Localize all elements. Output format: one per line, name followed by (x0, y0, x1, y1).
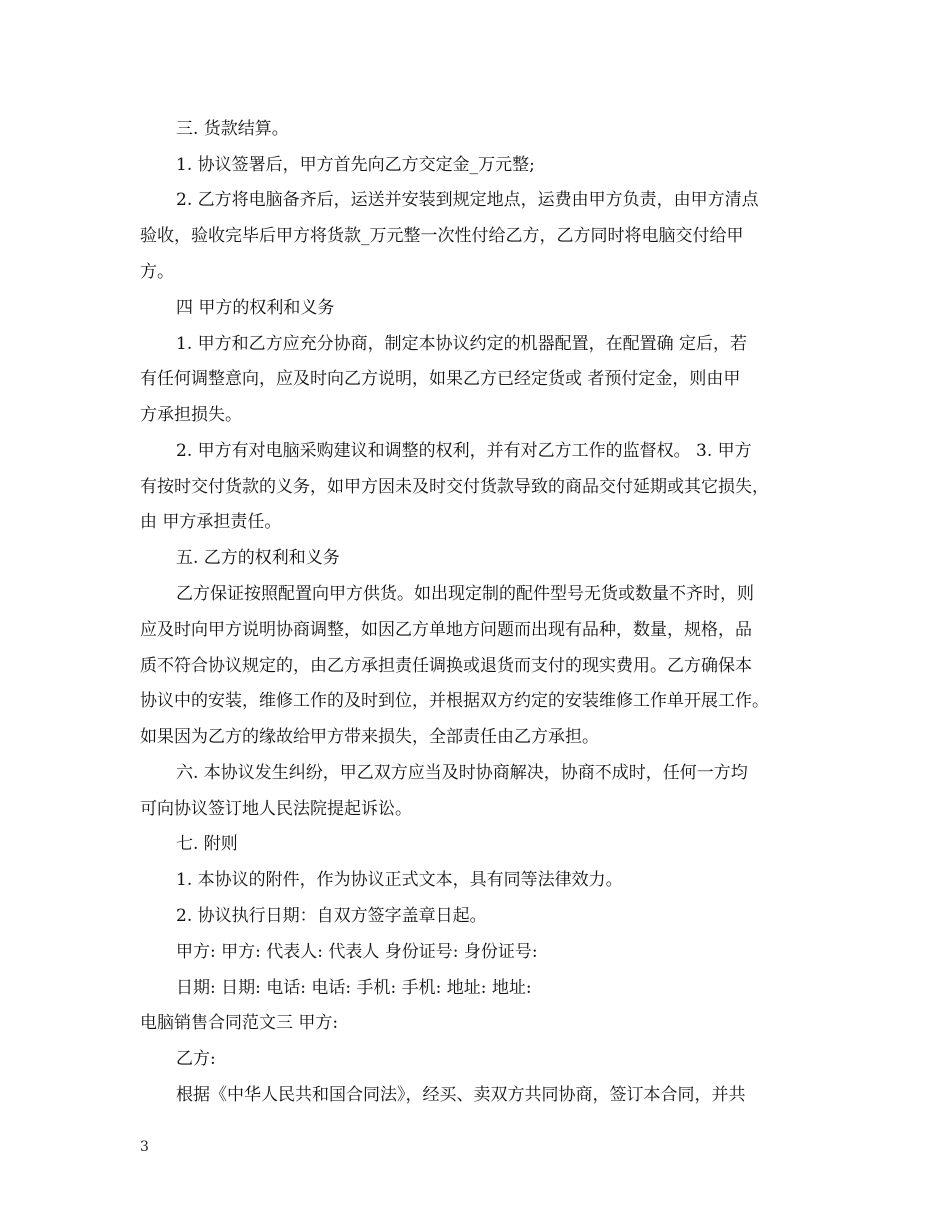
paragraph-line: 方。 (140, 262, 174, 282)
section-heading-party-b: 五. 乙方的权利和义务 (176, 548, 340, 568)
paragraph-line: 1. 协议签署后，甲方首先向乙方交定金_万元整; (176, 155, 535, 175)
paragraph-line: 1. 本协议的附件，作为协议正式文本，具有同等法律效力。 (176, 870, 623, 890)
paragraph-line: 有按时交付货款的义务，如甲方因未及时交付货款导致的商品交付延期或其它损失， (140, 477, 769, 497)
paragraph-line: 2. 协议执行日期：自双方签字盖章日起。 (176, 906, 487, 926)
paragraph-line: 根据《中华人民共和国合同法》，经买、卖双方共同协商，签订本合同，并共 (176, 1085, 746, 1105)
paragraph-line: 六. 本协议发生纠纷，甲乙双方应当及时协商解决，协商不成时，任何一方均 (176, 763, 748, 783)
signature-line-party: 甲方: 甲方: 代表人: 代表人 身份证号: 身份证号: (176, 942, 538, 962)
paragraph-line: 2. 乙方将电脑备齐后，运送并安装到规定地点，运费由甲方负责，由甲方清点 (176, 190, 759, 210)
section-heading-party-a: 四 甲方的权利和义务 (176, 298, 335, 318)
paragraph-line: 乙方保证按照配置向甲方供货。如出现定制的配件型号无货或数量不齐时，则 (176, 584, 754, 604)
paragraph-line: 验收，验收完毕后甲方将货款_万元整一次性付给乙方，乙方同时将电脑交付给甲 (140, 226, 744, 246)
paragraph-line: 如果因为乙方的缘故给甲方带来损失，全部责任由乙方承担。 (140, 727, 599, 747)
paragraph-line: 2. 甲方有对电脑采购建议和调整的权利，并有对乙方工作的监督权。 3. 甲方 (176, 441, 752, 461)
contract-title-line: 电脑销售合同范文三 甲方: (140, 1013, 339, 1033)
paragraph-line: 乙方: (176, 1049, 216, 1069)
paragraph-line: 应及时向甲方说明协商调整，如因乙方单地方问题而出现有品种，数量，规格，品 (140, 620, 752, 640)
section-heading-appendix: 七. 附则 (176, 834, 238, 854)
section-heading-payment: 三. 货款结算。 (176, 119, 289, 139)
paragraph-line: 1. 甲方和乙方应充分协商，制定本协议约定的机器配置，在配置确 定后，若 (176, 334, 748, 354)
paragraph-line: 可向协议签订地人民法院提起诉讼。 (140, 799, 412, 819)
page-number: 3 (140, 1139, 149, 1155)
paragraph-line: 有任何调整意向，应及时向乙方说明，如果乙方已经定货或 者预付定金，则由甲 (140, 369, 741, 389)
paragraph-line: 质不符合协议规定的，由乙方承担责任调换或退货而支付的现实费用。乙方确保本 (140, 656, 752, 676)
paragraph-line: 协议中的安装，维修工作的及时到位，并根据双方约定的安装维修工作单开展工作。 (140, 691, 769, 711)
paragraph-line: 方承担损失。 (140, 405, 242, 425)
signature-line-date: 日期: 日期: 电话: 电话: 手机: 手机: 地址: 地址: (176, 978, 532, 998)
paragraph-line: 由 甲方承担责任。 (140, 512, 282, 532)
